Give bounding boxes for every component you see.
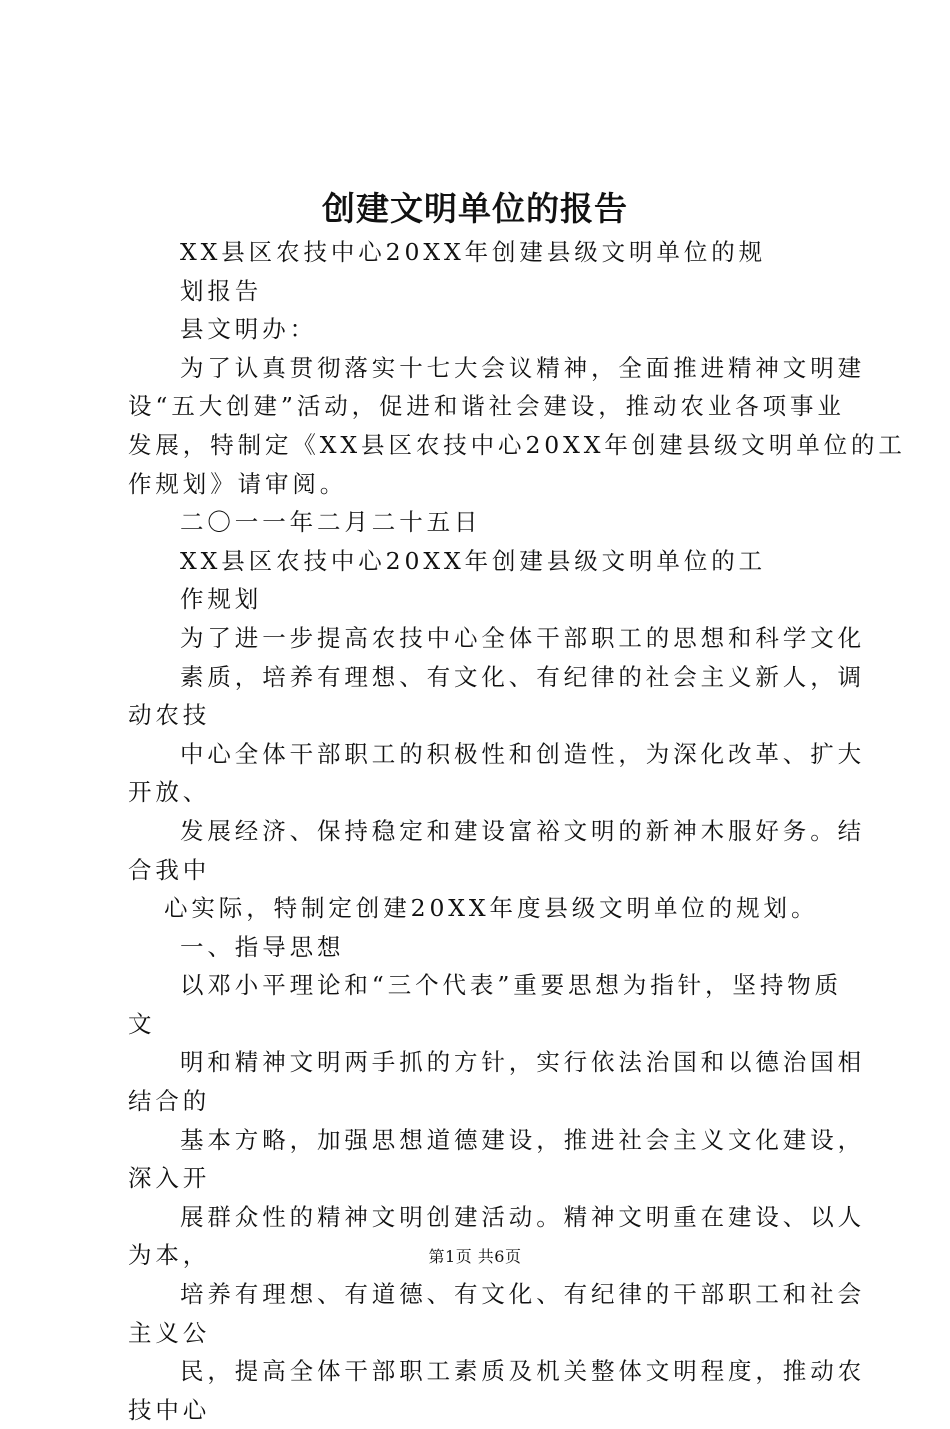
text-line: 合我中 — [128, 855, 211, 884]
text-line: 展群众性的精神文明创建活动。精神文明重在建设、以人 — [180, 1202, 865, 1231]
section-heading: 一、指导思想 — [180, 932, 345, 961]
text-line: 县文明办： — [180, 315, 317, 344]
text-line: 中心全体干部职工的积极性和创造性，为深化改革、扩大 — [180, 739, 865, 768]
text-line: 开放、 — [128, 778, 211, 807]
date-line: 二〇一一年二月二十五日 — [180, 508, 482, 537]
text-line: 为了进一步提高农技中心全体干部职工的思想和科学文化 — [180, 623, 865, 652]
text-line: 主义公 — [128, 1318, 211, 1347]
text-line: 以邓小平理论和“三个代表”重要思想为指针，坚持物质 — [180, 971, 843, 1000]
text-line: 民，提高全体干部职工素质及机关整体文明程度，推动农 — [180, 1357, 865, 1386]
document-title: 创建文明单位的报告 — [322, 189, 628, 228]
text-line: XX县区农技中心20XX年创建县级文明单位的规 — [180, 238, 767, 266]
text-line: 为本， — [128, 1241, 211, 1270]
text-line: 作规划 — [180, 585, 263, 614]
text-line: 动农技 — [128, 701, 211, 730]
text-line: 发展，特制定《XX县区农技中心20XX年创建县级文明单位的工 — [128, 430, 906, 459]
text-line: XX县区农技中心20XX年创建县级文明单位的工 — [180, 546, 767, 575]
text-line: 发展经济、保持稳定和建设富裕文明的新神木服好务。结 — [180, 816, 865, 845]
text-line: 基本方略，加强思想道德建设，推进社会主义文化建设， — [180, 1125, 865, 1154]
text-line: 心实际，特制定创建20XX年度县级文明单位的规划。 — [164, 894, 819, 923]
text-line: 作规划》请审阅。 — [128, 469, 348, 498]
text-line: 明和精神文明两手抓的方针，实行依法治国和以德治国相 — [180, 1048, 865, 1077]
text-line: 为了认真贯彻落实十七大会议精神，全面推进精神文明建 — [180, 353, 865, 382]
text-line: 设“五大创建”活动，促进和谐社会建设，推动农业各项事业 — [128, 392, 845, 421]
page-number-footer: 第1页 共6页 — [428, 1247, 522, 1266]
text-line: 技中心 — [128, 1395, 211, 1424]
text-line: 结合的 — [128, 1087, 211, 1116]
text-line: 深入开 — [128, 1164, 211, 1193]
text-line: 划报告 — [180, 276, 263, 305]
text-line: 素质，培养有理想、有文化、有纪律的社会主义新人，调 — [180, 662, 865, 691]
text-line: 文 — [128, 1009, 156, 1038]
text-line: 培养有理想、有道德、有文化、有纪律的干部职工和社会 — [180, 1280, 865, 1309]
